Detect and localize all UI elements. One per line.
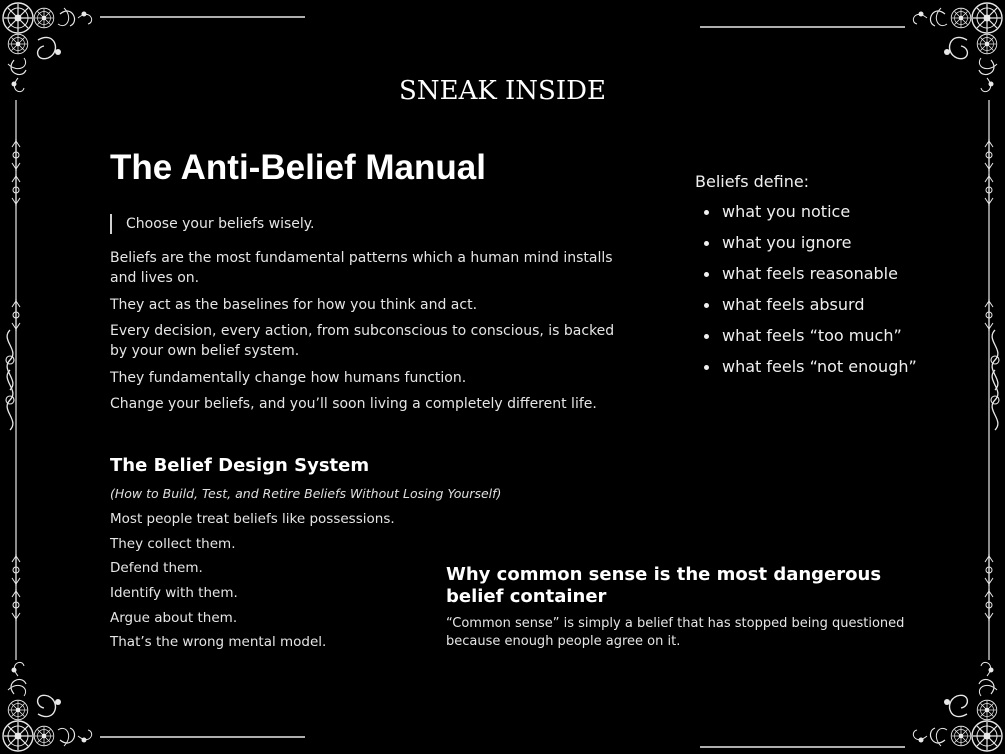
bullet-icon	[704, 272, 709, 277]
text-line: Most people treat beliefs like possessions.	[110, 511, 395, 527]
beliefs-define-label: Beliefs define:	[695, 172, 810, 191]
page-title: The Anti-Belief Manual	[110, 148, 486, 187]
common-sense-heading: Why common sense is the most dangerous belief container	[446, 564, 882, 607]
text-line: Argue about them.	[110, 609, 238, 626]
text-line: Defend them.	[110, 560, 203, 577]
intro-text	[110, 248, 630, 421]
list-item	[695, 263, 975, 294]
list-item	[695, 232, 975, 263]
list-item-text: what you ignore	[722, 233, 852, 252]
intro-paragraph: They act as the baselines for how you think and act.	[110, 296, 478, 313]
list-item	[695, 201, 975, 232]
text-line: Identify with them.	[110, 585, 238, 602]
intro-paragraph: Beliefs are the most fundamental patterns which a human mind installs and lives on.	[110, 250, 613, 286]
list-item-text: what feels reasonable	[722, 264, 898, 283]
page-header: SNEAK INSIDE	[399, 76, 606, 106]
pull-quote: Choose your beliefs wisely.	[110, 214, 315, 234]
list-item	[695, 294, 975, 325]
bullet-icon	[704, 241, 709, 246]
intro-paragraph: They fundamentally change how humans function.	[110, 369, 467, 386]
bullet-icon	[704, 210, 709, 215]
list-item-text: what you notice	[722, 202, 851, 221]
intro-paragraph: Change your beliefs, and you’ll soon living a completely different life.	[110, 396, 597, 412]
list-item-text: what feels absurd	[722, 295, 865, 314]
text-line: That’s the wrong mental model.	[110, 634, 327, 651]
bullet-icon	[704, 334, 709, 339]
list-item	[695, 325, 975, 356]
text-line: They collect them.	[110, 535, 236, 552]
belief-design-system-heading: The Belief Design System	[110, 455, 370, 476]
bullet-icon	[704, 303, 709, 308]
intro-paragraph: Every decision, every action, from subconscious to conscious, is backed by your own belief system.	[110, 323, 615, 359]
beliefs-define-list	[695, 201, 975, 387]
belief-design-system-subtitle: (How to Build, Test, and Retire Beliefs Without Losing Yourself)	[110, 486, 502, 501]
list-item	[695, 356, 975, 387]
common-sense-text: “Common sense” is simply a belief that has stopped being questioned because enough people agree on it.	[446, 616, 905, 649]
bullet-icon	[704, 365, 709, 370]
list-item-text: what feels “too much”	[722, 326, 902, 345]
belief-design-system-text	[110, 510, 395, 658]
list-item-text: what feels “not enough”	[722, 357, 917, 376]
beliefs-define-panel	[695, 171, 975, 387]
